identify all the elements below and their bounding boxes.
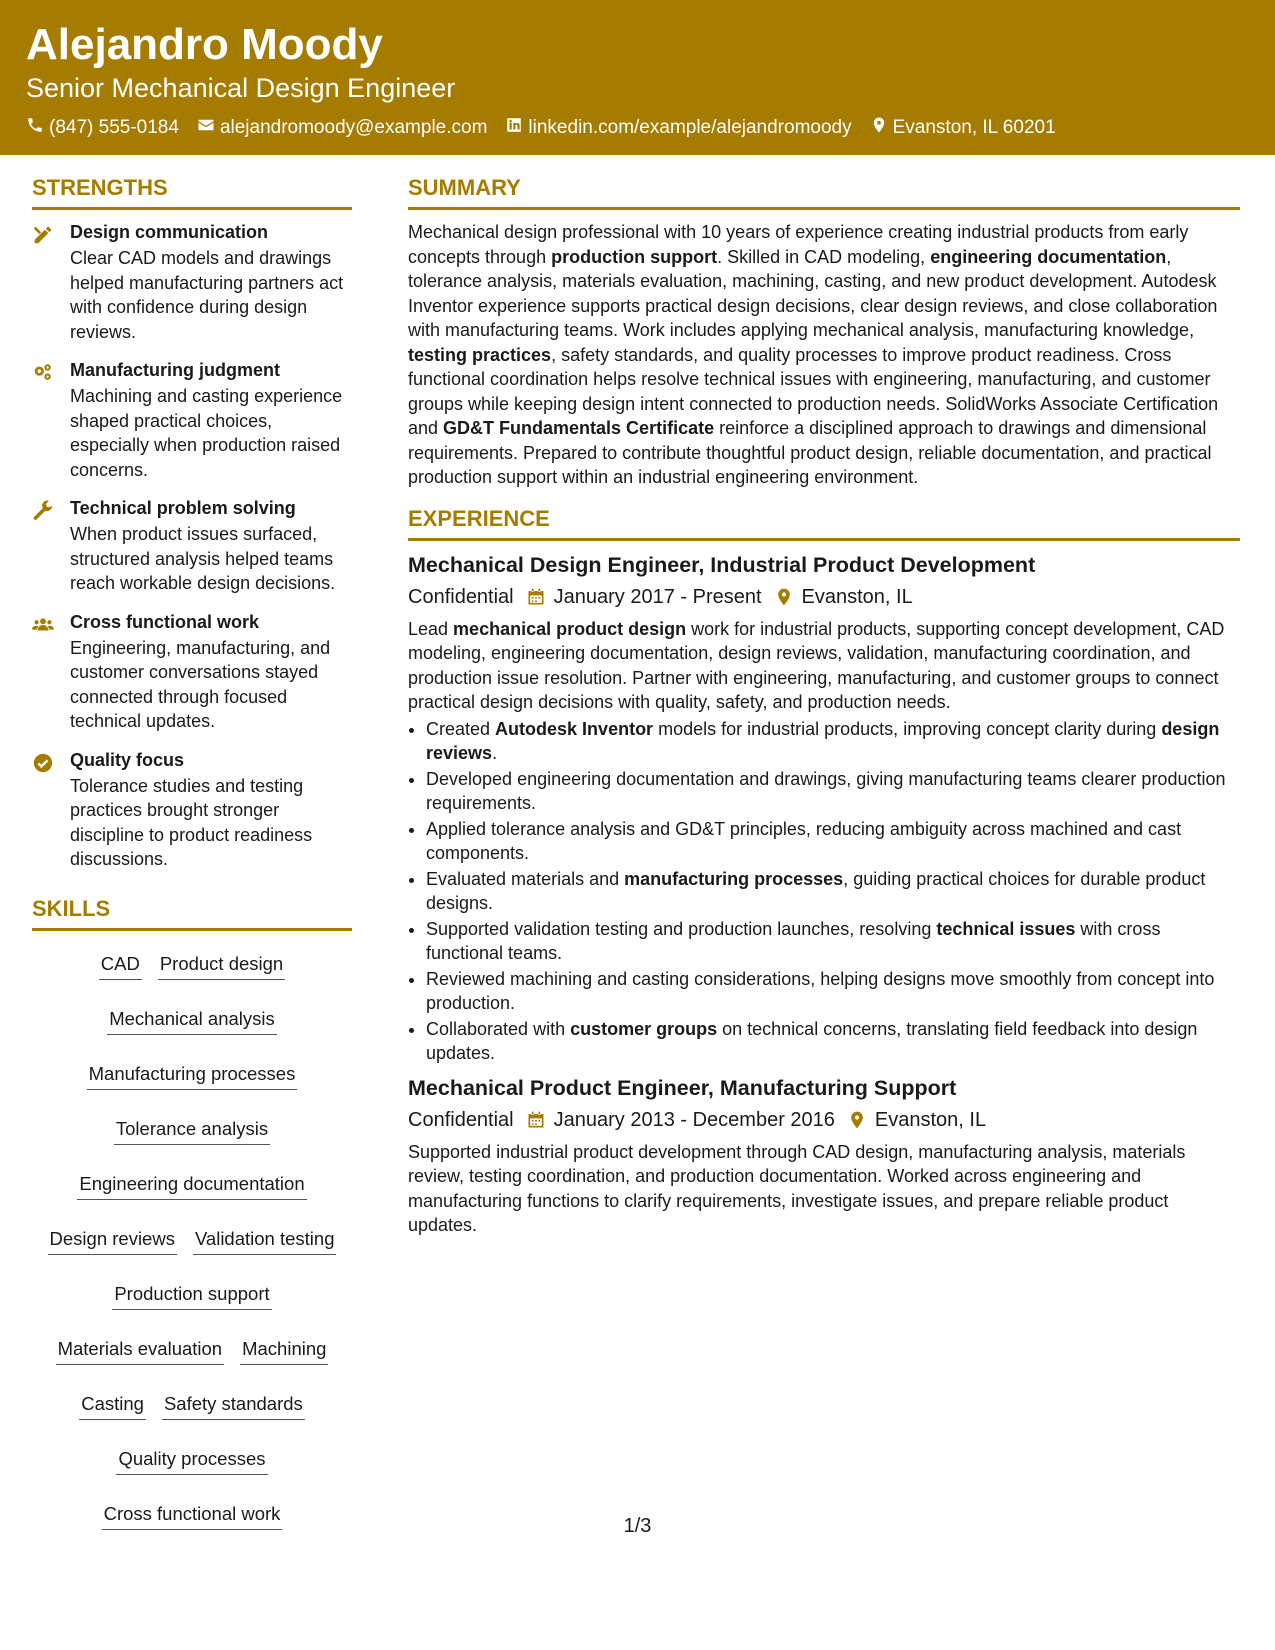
strength-title: Cross functional work (70, 611, 260, 632)
job-description: Lead mechanical product design work for industrial products, supporting concept development, CAD modeling, engineering documentation, design reviews, validation, manufacturing coordination, and production issue resolution. Partner with engineering, manufacturing, and customer groups to connect practical design decisions with quality, safety, and production needs. (408, 618, 1225, 712)
strength-title: Design communication (70, 222, 269, 242)
skill-tag: CAD (99, 953, 142, 980)
strength-desc: When product issues surfaced, structured analysis helped teams reach workable design decisions. (70, 524, 336, 593)
users-icon (32, 612, 70, 734)
contact-email[interactable] (197, 116, 487, 140)
job-bullet: • Applied tolerance analysis and GD&T principles, reducing ambiguity across machined and cast components. (426, 817, 1240, 866)
job-location: Evanston, IL (874, 1108, 987, 1131)
strength-item (32, 360, 352, 482)
bold-phrase: Autodesk Inventor (495, 718, 654, 739)
job-dates: January 2013 - December 2016 (553, 1108, 835, 1131)
summary-heading: SUMMARY (408, 175, 1240, 210)
contact-bar (26, 116, 1056, 140)
bold-phrase: manufacturing processes (624, 868, 844, 889)
job-meta (408, 1109, 1240, 1132)
skill-tag: Product design (158, 953, 285, 980)
linkedin-text: linkedin.com/example/alejandromoody (528, 117, 852, 138)
phone-text: (847) 555-0184 (49, 117, 179, 138)
map-pin-icon (847, 1110, 867, 1130)
bold-phrase: customer groups (570, 1018, 718, 1039)
skill-tag: Machining (240, 1338, 328, 1365)
job-bullet: • Evaluated materials and manufacturing processes, guiding practical choices for durable product designs. (426, 867, 1240, 916)
job-company: Confidential (408, 585, 514, 608)
bold-phrase: engineering documentation (930, 246, 1167, 267)
strength-desc: Engineering, manufacturing, and customer conversations stayed connected through focused technical updates. (70, 637, 331, 731)
envelope-icon (197, 116, 215, 140)
job-dates: January 2017 - Present (553, 585, 762, 608)
job-entry (408, 553, 1240, 1066)
bold-phrase: GD&T Fundamentals Certificate (443, 418, 715, 438)
pencil-ruler-icon (32, 222, 70, 344)
strength-desc: Clear CAD models and drawings helped manufacturing partners act with confidence during design reviews. (70, 248, 344, 342)
skills-list (32, 949, 352, 1530)
phone-icon (26, 116, 44, 140)
skill-tag: Cross functional work (102, 1503, 283, 1530)
skill-tag: Mechanical analysis (107, 1008, 277, 1035)
skill-tag: Production support (112, 1283, 271, 1310)
job-bullet: • Collaborated with customer groups on technical concerns, translating field feedback into design updates. (426, 1017, 1240, 1066)
skill-tag: Validation testing (193, 1228, 337, 1255)
skill-tag: Tolerance analysis (114, 1118, 270, 1145)
contact-phone[interactable] (26, 116, 179, 140)
map-pin-icon (870, 116, 888, 140)
strength-item (32, 750, 352, 872)
job-description: Supported industrial product development through CAD design, manufacturing analysis, materials review, testing coordination, and production documentation. Worked across engineering and manufacturing functions to clarify requirements, investigate issues, and prepare reliable product updates. (408, 1141, 1186, 1235)
bold-phrase: technical issues (936, 918, 1076, 939)
contact-linkedin[interactable] (505, 116, 851, 140)
bold-phrase: testing practices (408, 344, 552, 365)
skill-tag: Quality processes (116, 1448, 267, 1475)
strength-title: Quality focus (70, 749, 185, 770)
skill-tag: Casting (79, 1393, 146, 1420)
strength-title: Technical problem solving (70, 498, 296, 518)
page-number: 1/3 (623, 1515, 652, 1537)
skill-tag: Engineering documentation (77, 1173, 306, 1200)
summary-text: Mechanical design professional with 10 years of experience creating industrial products from early concepts through production support. Skilled in CAD modeling, engineering documentation, tolerance analysis, materials evaluation, machining, casting, and new product development. Autodesk Inventor experience supports practical design decisions, clear design reviews, and close collaboration with manufacturing teams. Work includes applying mechanical analysis, manufacturing knowledge, testing practices, safety standards, and quality processes to improve product readiness. Cross functional coordination helps resolve technical issues with engineering, manufacturing, and customer groups while keeping design intent connected to production needs. SolidWorks Associate Certification and GD&T Fundamentals Certificate reinforce a disciplined approach to drawings and dimensional requirements. Prepared to contribute thoughtful product design, reliable documentation, and practical production support within an industrial engineering environment. (408, 222, 1219, 487)
contact-location (870, 116, 1056, 140)
skill-tag: Design reviews (48, 1228, 177, 1255)
strength-item (32, 222, 352, 344)
check-circle-icon (32, 750, 70, 872)
job-meta (408, 586, 1240, 609)
bold-phrase: production support (551, 246, 718, 267)
job-bullets (408, 717, 1240, 1066)
resume-header (0, 0, 1275, 155)
skills-heading: SKILLS (32, 896, 352, 931)
experience-heading: EXPERIENCE (408, 506, 1240, 541)
left-column (32, 175, 352, 1530)
job-bullet: • Reviewed machining and casting considerations, helping designs move smoothly from concept into production. (426, 967, 1240, 1016)
strength-desc: Tolerance studies and testing practices brought stronger discipline to product readiness discussions. (70, 775, 313, 869)
email-text: alejandromoody@example.com (219, 117, 488, 138)
map-pin-icon (774, 587, 794, 607)
job-bullet: • Created Autodesk Inventor models for industrial products, improving concept clarity during design reviews. (426, 717, 1240, 766)
job-location: Evanston, IL (801, 585, 913, 608)
job-bullet: • Developed engineering documentation and drawings, giving manufacturing teams clearer production requirements. (426, 767, 1240, 816)
skill-tag: Manufacturing processes (87, 1063, 298, 1090)
calendar-icon (526, 587, 546, 607)
strength-item (32, 498, 352, 596)
bold-phrase: design reviews (426, 718, 1220, 763)
candidate-name: Alejandro Moody (26, 20, 383, 69)
job-role: Mechanical Product Engineer, Manufacturing Support (408, 1075, 957, 1100)
linkedin-icon (505, 116, 523, 140)
strength-desc: Machining and casting experience shaped practical choices, especially when production raised concerns. (70, 386, 343, 480)
skill-tag: Safety standards (162, 1393, 305, 1420)
wrench-icon (32, 498, 70, 596)
calendar-icon (526, 1110, 546, 1130)
bold-phrase: mechanical product design (453, 618, 687, 639)
skill-tag: Materials evaluation (56, 1338, 225, 1365)
strengths-heading: STRENGTHS (32, 175, 352, 210)
job-role: Mechanical Design Engineer, Industrial Product Development (408, 552, 1036, 577)
location-text: Evanston, IL 60201 (892, 117, 1056, 138)
strength-title: Manufacturing judgment (70, 360, 280, 380)
job-bullet: • Supported validation testing and production launches, resolving technical issues with cross functional teams. (426, 917, 1240, 966)
job-entry (408, 1076, 1240, 1238)
strength-item (32, 612, 352, 734)
gears-icon (32, 360, 70, 482)
right-column (408, 175, 1240, 1238)
job-company: Confidential (408, 1108, 514, 1131)
candidate-title: Senior Mechanical Design Engineer (26, 73, 456, 103)
